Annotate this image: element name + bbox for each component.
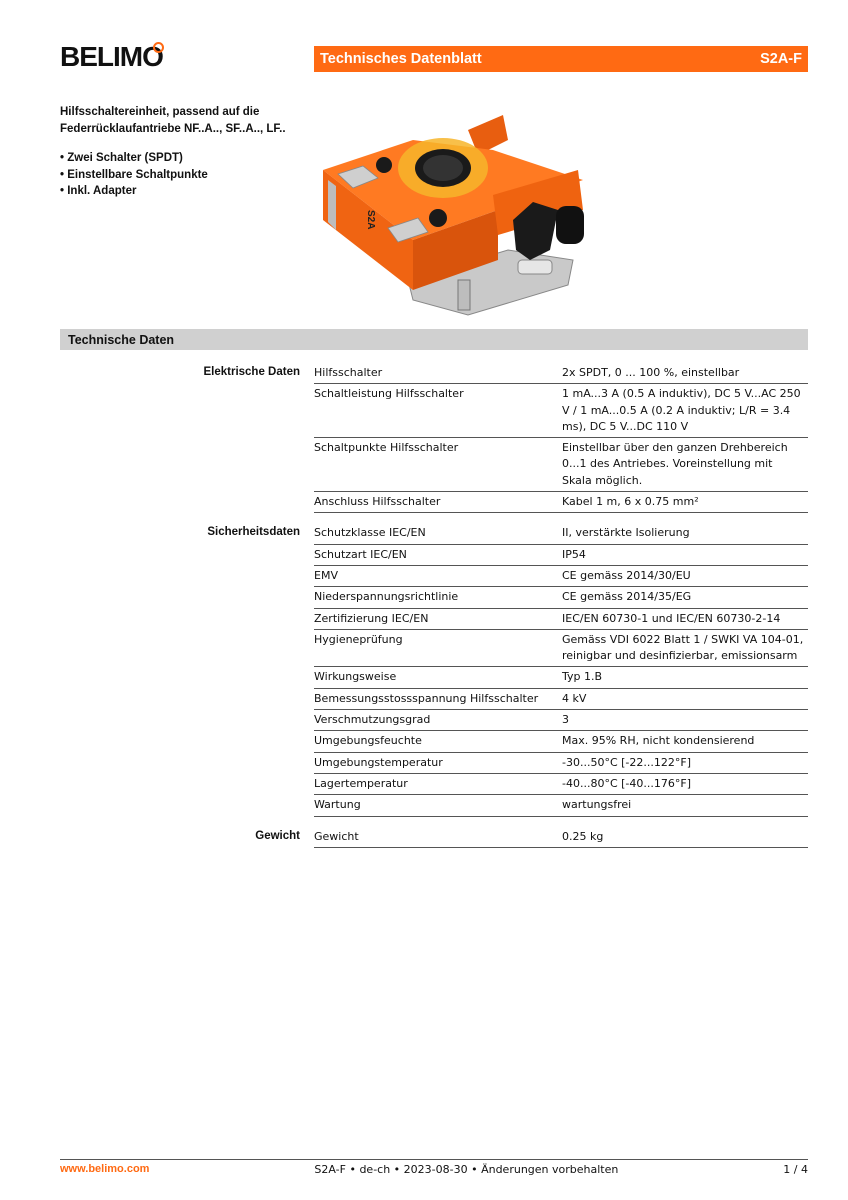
spec-row <box>314 774 808 795</box>
spec-value: Typ 1.B <box>562 670 603 684</box>
spec-key: Schutzart IEC/EN <box>314 547 407 561</box>
spec-key: Wartung <box>314 798 361 812</box>
footer <box>60 1163 808 1176</box>
spec-key: Hilfsschalter <box>314 366 383 379</box>
spec-group <box>60 827 808 848</box>
spec-key: Umgebungstemperatur <box>314 755 443 769</box>
section-title: Technische Daten <box>68 332 175 347</box>
spec-table <box>60 363 808 858</box>
intro <box>60 104 310 200</box>
spec-row <box>314 492 808 513</box>
product-description: Hilfsschaltereinheit, passend auf die Federrücklaufantriebe NF..A.., SF..A.., LF.. <box>60 106 286 135</box>
spec-key: Lagertemperatur <box>314 776 408 790</box>
spec-value: -40...80°C [-40...176°F] <box>562 776 691 790</box>
spec-key: Umgebungsfeuchte <box>314 734 422 748</box>
brand-name: BELIMO <box>60 41 163 72</box>
spec-key: EMV <box>314 568 338 582</box>
spec-value: CE gemäss 2014/35/EG <box>562 590 692 604</box>
spec-row <box>314 795 808 816</box>
spec-value: -30...50°C [-22...122°F] <box>562 755 691 769</box>
spec-row <box>314 523 808 544</box>
spec-value: IEC/EN 60730-1 und IEC/EN 60730-2-14 <box>562 611 781 625</box>
spec-row <box>314 609 808 630</box>
page-number: 1 / 4 <box>783 1163 808 1176</box>
spec-value: Kabel 1 m, 6 x 0.75 mm² <box>562 495 699 509</box>
spec-group <box>60 523 808 816</box>
spec-value: 3 <box>562 713 569 727</box>
spec-row <box>314 710 808 731</box>
title-bar <box>314 46 808 72</box>
feature-item: • Einstellbare Schaltpunkte <box>60 168 208 181</box>
spec-row <box>314 753 808 774</box>
feature-item: • Zwei Schalter (SPDT) <box>60 152 183 164</box>
spec-value: CE gemäss 2014/30/EU <box>562 568 691 582</box>
spec-key: Hygieneprüfung <box>314 632 403 646</box>
footer-url[interactable]: www.belimo.com <box>60 1163 150 1175</box>
spec-key: Schaltpunkte Hilfsschalter <box>314 441 459 455</box>
spec-key: Wirkungsweise <box>314 670 397 684</box>
spec-value: wartungsfrei <box>562 798 632 812</box>
spec-row <box>314 438 808 492</box>
spec-key: Schutzklasse IEC/EN <box>314 526 426 540</box>
spec-row <box>314 667 808 688</box>
spec-key: Schaltleistung Hilfsschalter <box>314 387 464 401</box>
spec-key: Verschmutzungsgrad <box>314 713 431 727</box>
spec-row <box>314 630 808 668</box>
housing-label: S2A <box>365 210 376 230</box>
feature-list <box>60 150 310 200</box>
spec-value: 4 kV <box>562 691 587 705</box>
document-title: Technisches Datenblatt <box>320 51 482 67</box>
spec-value: 2x SPDT, 0 ... 100 %, einstellbar <box>562 366 740 379</box>
footer-divider <box>60 1159 808 1160</box>
product-image <box>318 110 608 320</box>
spec-key: Anschluss Hilfsschalter <box>314 495 441 509</box>
logo-ring-icon <box>153 42 164 53</box>
spec-row <box>314 384 808 438</box>
spec-row <box>314 545 808 566</box>
spec-group <box>60 363 808 513</box>
spec-value: Einstellbar über den ganzen Drehbereich 0...1 des Antriebes. Voreinstellung mit Skala möglich. <box>562 441 788 487</box>
spec-value: 0.25 kg <box>562 829 604 843</box>
spec-key: Zertifizierung IEC/EN <box>314 611 429 625</box>
spec-group-label: Gewicht <box>255 829 300 842</box>
spec-row <box>314 731 808 752</box>
footer-info: S2A-F • de-ch • 2023-08-30 • Änderungen vorbehalten <box>314 1163 619 1176</box>
product-code: S2A-F <box>760 51 802 67</box>
spec-group-label: Sicherheitsdaten <box>207 526 300 539</box>
brand-logo <box>60 40 168 74</box>
feature-item: • Inkl. Adapter <box>60 185 137 197</box>
spec-key: Niederspannungsrichtlinie <box>314 590 459 604</box>
spec-row <box>314 827 808 848</box>
spec-value: IP54 <box>562 547 586 561</box>
spec-row <box>314 689 808 710</box>
spec-row <box>314 587 808 608</box>
spec-value: 1 mA...3 A (0.5 A induktiv), DC 5 V...AC 250 V / 1 mA...0.5 A (0.2 A induktiv; L/R = 3.4 ms), DC 5 V...DC 110 V <box>562 387 801 433</box>
spec-value: Gemäss VDI 6022 Blatt 1 / SWKI VA 104-01, reinigbar und desinfizierbar, emissionsarm <box>562 632 804 663</box>
spec-row <box>314 566 808 587</box>
spec-key: Bemessungsstossspannung Hilfsschalter <box>314 691 539 705</box>
spec-group-label: Elektrische Daten <box>203 366 300 378</box>
spec-value: II, verstärkte Isolierung <box>562 526 690 540</box>
spec-value: Max. 95% RH, nicht kondensierend <box>562 734 755 748</box>
section-header <box>60 329 808 350</box>
spec-row <box>314 363 808 384</box>
spec-key: Gewicht <box>314 829 359 843</box>
